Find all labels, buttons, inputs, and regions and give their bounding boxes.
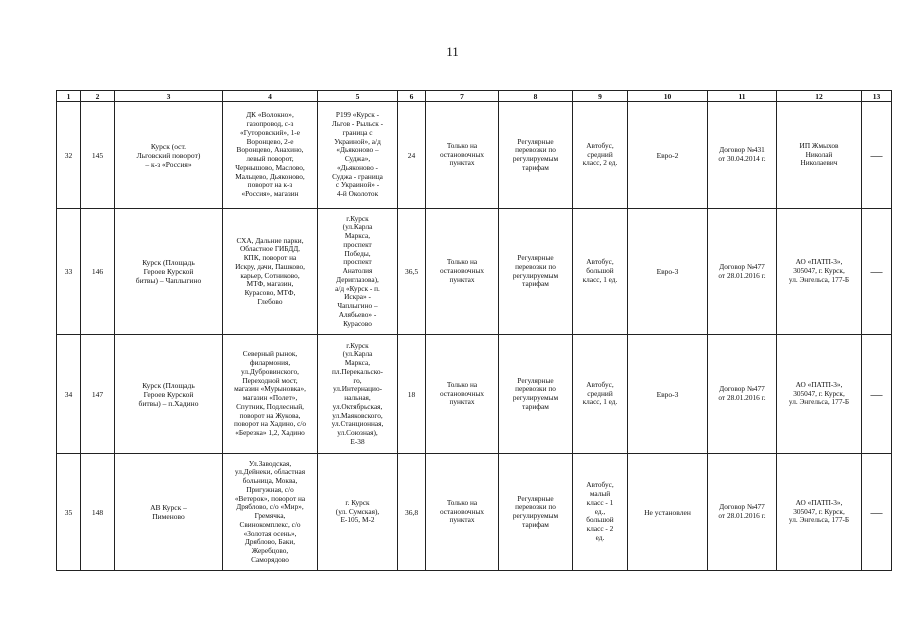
table-header-row [57,91,892,102]
column-header: 6 [398,91,426,102]
route-number: 147 [81,335,115,454]
contract: Договор №477 от 28.01.2016 г. [708,454,777,571]
column-header: 9 [573,91,628,102]
column-header: 12 [777,91,862,102]
table-row [57,335,892,454]
route-streets: г.Курск (ул.Карла Маркса, проспект Победы, проспект Анатолия Дериглазова), а/д «Курск - п. Искра» - Чаплыгино – Алябьево» - Курасово [318,209,398,335]
column-header: 13 [862,91,892,102]
route-name: Курск (ост. Льговский поворот) – к-з «Россия» [115,102,223,209]
route-streets: г. Курск (ул. Сумская), Е-105, М-2 [318,454,398,571]
vehicle-class: Автобус, средний класс, 1 ед. [573,335,628,454]
eco-class: Евро-3 [628,209,708,335]
carrier: АО «ПАТП-3», 305047, г. Курск, ул. Энгельса, 177-Б [777,209,862,335]
route-streets: г.Курск (ул.Карла Маркса, пл.Перекальско- го, ул.Интернацио- нальная, ул.Октябрьская, ул.Маяковского, ул.Станционная, ул.Союзная), Е-38 [318,335,398,454]
transport-type: Регулярные перевозки по регулируемым тарифам [499,454,573,571]
route-number: 146 [81,209,115,335]
column-header: 8 [499,91,573,102]
table-row [57,209,892,335]
route-stops: СХА, Дальние парки, Областное ГИБДД, КПК, поворот на Искру, дачи, Пашково, карьер, Сотниково, МТФ, магазин, Курасово, МТФ, Глебово [223,209,318,335]
route-stops: Ул.Заводская, ул.Дейнеки, областная больница, Моква, Пригужная, с/о «Ветерок», поворот на Дряблово, с/о «Мир», Гремячка, Свинокомплекс, с/о «Золотая осень», Дряблово, Баки, Жеребцово, Саморядово [223,454,318,571]
notes: — [862,454,892,571]
route-name: Курск (Площадь Героев Курской битвы) – п.Хадино [115,335,223,454]
boarding-order: Только на остановочных пунктах [426,102,499,209]
route-stops: Северный рынок, филармония, ул.Дубровинского, Переходной мост, магазин «Мурыновка», магазин «Полет», Спутник, Подлесный, поворот на Жукова, поворот на Хадино, с/о «Березка» 1,2, Хадино [223,335,318,454]
row-number: 34 [57,335,81,454]
boarding-order: Только на остановочных пунктах [426,335,499,454]
transport-type: Регулярные перевозки по регулируемым тарифам [499,102,573,209]
table-row [57,102,892,209]
row-number: 32 [57,102,81,209]
eco-class: Не установлен [628,454,708,571]
boarding-order: Только на остановочных пунктах [426,454,499,571]
route-length: 24 [398,102,426,209]
column-header: 11 [708,91,777,102]
route-length: 36,8 [398,454,426,571]
notes: — [862,209,892,335]
eco-class: Евро-2 [628,102,708,209]
column-header: 10 [628,91,708,102]
column-header: 5 [318,91,398,102]
route-length: 36,5 [398,209,426,335]
contract: Договор №431 от 30.04.2014 г. [708,102,777,209]
vehicle-class: Автобус, малый класс - 1 ед., большой класс - 2 ед. [573,454,628,571]
table-row [57,454,892,571]
column-header: 3 [115,91,223,102]
contract: Договор №477 от 28.01.2016 г. [708,209,777,335]
route-name: Курск (Площадь Героев Курской битвы) – Чаплыгино [115,209,223,335]
route-streets: Р199 «Курск - Льгов - Рыльск - граница с Украиной», а/д «Дьяконово – Суджа», «Дьяконово - Суджа - граница с Украиной» - 4-й Околоток [318,102,398,209]
vehicle-class: Автобус, большой класс, 1 ед. [573,209,628,335]
page-number: 11 [446,44,459,59]
routes-table [56,90,892,571]
carrier: АО «ПАТП-3», 305047, г. Курск, ул. Энгельса, 177-Б [777,335,862,454]
row-number: 35 [57,454,81,571]
transport-type: Регулярные перевозки по регулируемым тарифам [499,335,573,454]
carrier: ИП Жмыхов Николай Николаевич [777,102,862,209]
contract: Договор №477 от 28.01.2016 г. [708,335,777,454]
column-header: 2 [81,91,115,102]
notes: — [862,335,892,454]
eco-class: Евро-3 [628,335,708,454]
route-number: 145 [81,102,115,209]
column-header: 4 [223,91,318,102]
route-name: АВ Курск – Пименово [115,454,223,571]
notes: — [862,102,892,209]
route-number: 148 [81,454,115,571]
route-stops: ДК «Волокно», газопровод, с-з «Гуторовский», 1-е Воронцево, 2-е Воронцево, Анахино, левый поворот, Чернышово, Маслово, Мальцево, Дьяконово, поворот на к-з «Россия», магазин [223,102,318,209]
column-header: 7 [426,91,499,102]
boarding-order: Только на остановочных пунктах [426,209,499,335]
carrier: АО «ПАТП-3», 305047, г. Курск, ул. Энгельса, 177-Б [777,454,862,571]
vehicle-class: Автобус, средний класс, 2 ед. [573,102,628,209]
row-number: 33 [57,209,81,335]
transport-type: Регулярные перевозки по регулируемым тарифам [499,209,573,335]
route-length: 18 [398,335,426,454]
column-header: 1 [57,91,81,102]
